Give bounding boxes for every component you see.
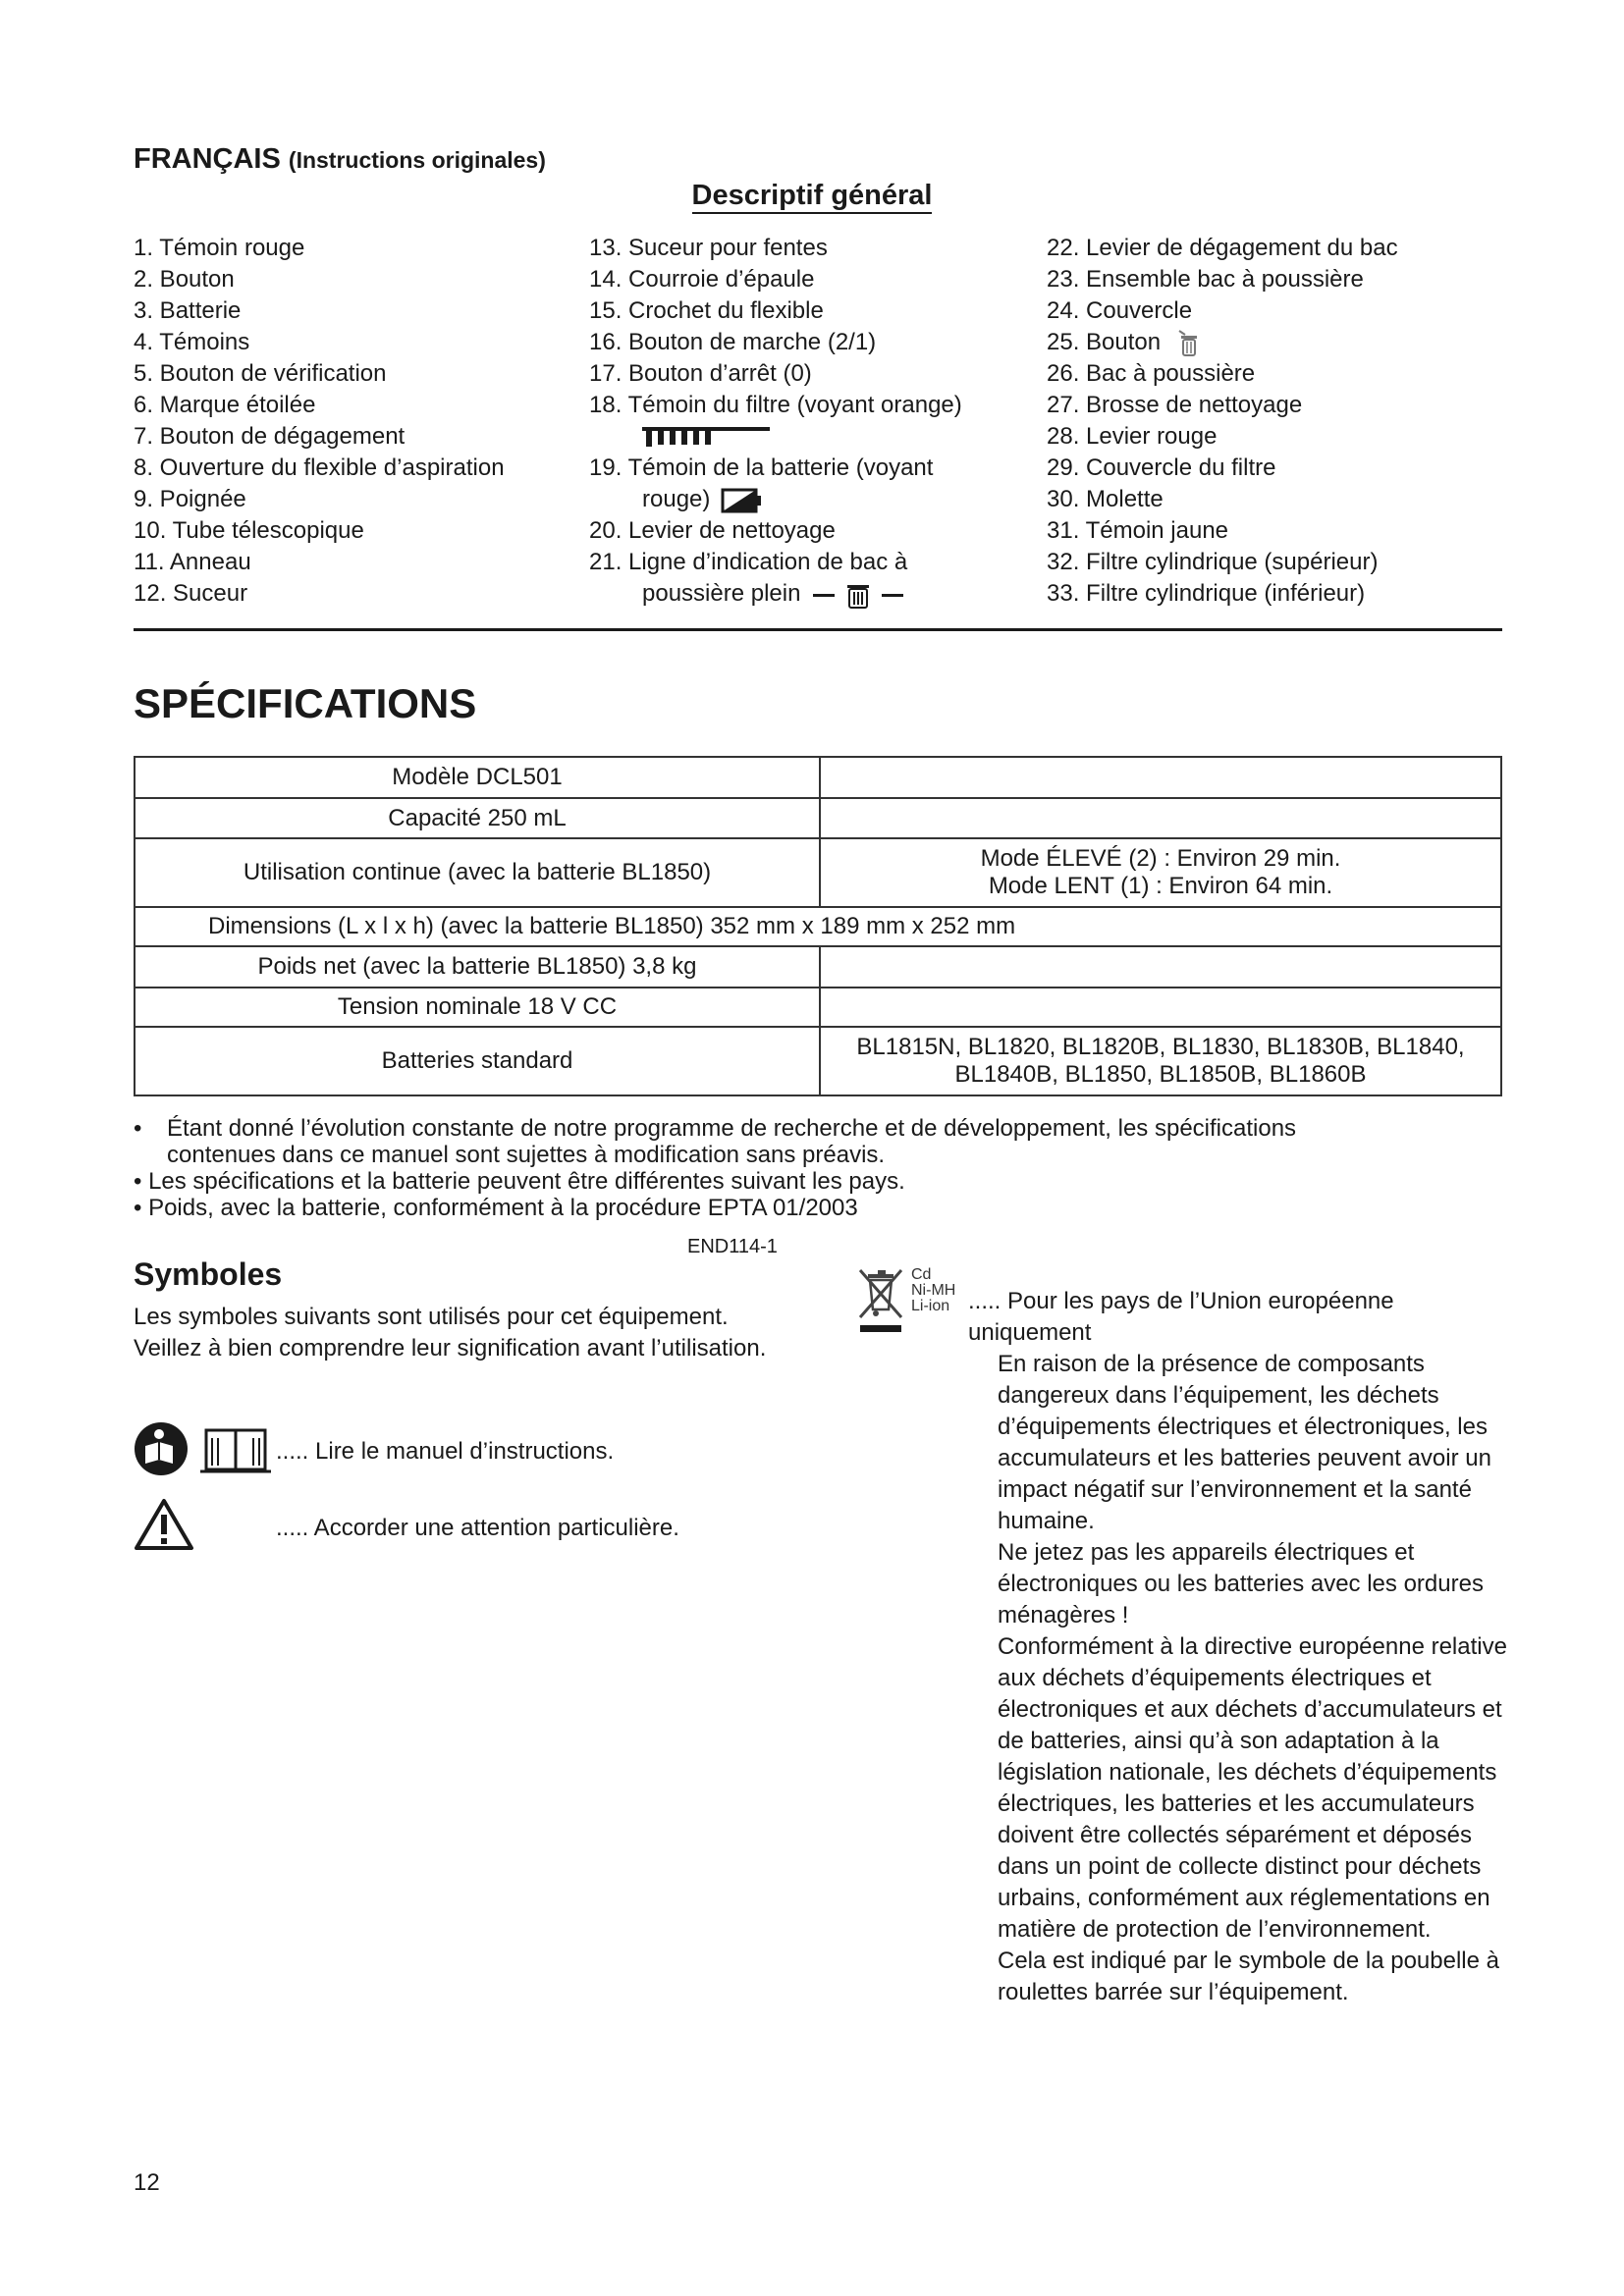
- read-manual-icon: [134, 1420, 271, 1477]
- parts-column-3: [1047, 233, 1398, 610]
- spec-continuous-label: Utilisation continue (avec la batterie BL1850): [135, 838, 820, 907]
- list-item: 7. Bouton de dégagement: [134, 423, 406, 450]
- dust-bin-icon: [1175, 329, 1201, 358]
- crossed-bin-icon: [854, 1266, 909, 1342]
- list-item: 8. Ouverture du flexible d’aspiration: [134, 454, 505, 481]
- list-item: 27. Brosse de nettoyage: [1047, 392, 1303, 418]
- list-item: 2. Bouton: [134, 266, 235, 293]
- list-item: 17. Bouton d’arrêt (0): [589, 360, 812, 387]
- language-heading: [134, 143, 546, 176]
- eu-disposal-text: [968, 1286, 1518, 2008]
- list-item: 10. Tube télescopique: [134, 517, 364, 544]
- spec-model: Modèle DCL501: [135, 757, 820, 798]
- list-item: 11. Anneau: [134, 549, 251, 575]
- spec-weight: Poids net (avec la batterie BL1850) 3,8 kg: [135, 946, 820, 988]
- list-item: 14. Courroie d’épaule: [589, 266, 815, 293]
- list-item: 33. Filtre cylindrique (inférieur): [1047, 580, 1366, 607]
- language-note: (Instructions originales): [288, 147, 546, 173]
- table-row: [135, 1027, 1501, 1095]
- eu-paragraph-3: Conformément à la directive européenne relative aux déchets d’équipements électriques et électroniques et aux déchets d’accumulateurs et de batteries, ainsi qu’à son adaptation à la législation nationale, les déchets d’équipements électriques, les batteries et les accumulateurs doivent être collectés séparément et déposés dans un point de collecte distinct pour déchets urbains, conformément aux réglementations en matière de protection de l’environnement.: [998, 1633, 1507, 1943]
- list-item: 16. Bouton de marche (2/1): [589, 329, 877, 355]
- spec-batteries-label: Batteries standard: [135, 1027, 820, 1095]
- document-code: END114-1: [687, 1236, 778, 1257]
- list-item: 31. Témoin jaune: [1047, 517, 1229, 544]
- spec-notes: [134, 1115, 1296, 1221]
- parts-column-2: [589, 233, 962, 610]
- eu-paragraph-4: Cela est indiqué par le symbole de la poubelle à roulettes barrée sur l’équipement.: [998, 1948, 1499, 2005]
- eu-paragraph-1: En raison de la présence de composants dangereux dans l’équipement, les déchets d’équipements électriques et électroniques, les accumulateurs et les batteries peuvent avoir un impact négatif sur l’environnement et la santé humaine.: [998, 1351, 1491, 1534]
- note-2: • Les spécifications et la batterie peuvent être différentes suivant les pays.: [134, 1168, 905, 1195]
- list-item-continuation: poussière plein: [589, 578, 962, 610]
- spec-voltage: Tension nominale 18 V CC: [135, 988, 820, 1027]
- list-item: 20. Levier de nettoyage: [589, 517, 836, 544]
- list-item: 22. Levier de dégagement du bac: [1047, 235, 1398, 261]
- battery-icon: [721, 487, 762, 514]
- section-divider: [134, 628, 1502, 631]
- list-item: 6. Marque étoilée: [134, 392, 316, 418]
- eu-lead: ..... Pour les pays de l’Union européenne uniquement: [968, 1288, 1394, 1346]
- caution-text: ..... Accorder une attention particulière.: [276, 1515, 679, 1541]
- list-item: 25. Bouton: [1047, 327, 1398, 358]
- parts-column-1: [134, 233, 505, 610]
- spec-capacity: Capacité 250 mL: [135, 798, 820, 838]
- page-number: 12: [134, 2169, 160, 2196]
- filter-indicator-icon: [589, 421, 962, 453]
- table-row: [135, 946, 1501, 988]
- specifications-heading: SPÉCIFICATIONS: [134, 680, 477, 726]
- spec-batteries-value: BL1815N, BL1820, BL1820B, BL1830, BL1830B, BL1840, BL1840B, BL1850, BL1850B, BL1860B: [820, 1027, 1501, 1095]
- list-item: 5. Bouton de vérification: [134, 360, 387, 387]
- list-item: 24. Couvercle: [1047, 297, 1193, 324]
- table-row: [135, 757, 1501, 798]
- symbols-intro: Les symboles suivants sont utilisés pour cet équipement. Veillez à bien comprendre leur signification avant l’utilisation.: [134, 1304, 767, 1362]
- spec-dimensions: Dimensions (L x l x h) (avec la batterie BL1850) 352 mm x 189 mm x 252 mm: [135, 907, 1501, 946]
- table-row: [135, 988, 1501, 1027]
- battery-chemistry-labels: Cd Ni-MH Li-ion: [911, 1266, 956, 1314]
- symbols-heading: Symboles: [134, 1256, 283, 1292]
- list-item: 12. Suceur: [134, 580, 248, 607]
- dust-bin-full-line-icon: [813, 580, 903, 610]
- section-title-descriptif: Descriptif général: [0, 180, 1624, 212]
- list-item: 9. Poignée: [134, 486, 246, 512]
- list-item: 15. Crochet du flexible: [589, 297, 824, 324]
- list-item: 3. Batterie: [134, 297, 242, 324]
- list-item: 1. Témoin rouge: [134, 235, 305, 261]
- list-item: 13. Suceur pour fentes: [589, 235, 828, 261]
- list-item-continuation: rouge): [589, 484, 962, 515]
- list-item: 28. Levier rouge: [1047, 423, 1218, 450]
- table-row: [135, 798, 1501, 838]
- list-item: 32. Filtre cylindrique (supérieur): [1047, 549, 1379, 575]
- list-item: 21. Ligne d’indication de bac à: [589, 549, 908, 575]
- note-3: • Poids, avec la batterie, conformément à la procédure EPTA 01/2003: [134, 1195, 858, 1221]
- list-item: 4. Témoins: [134, 329, 250, 355]
- list-item: 29. Couvercle du filtre: [1047, 454, 1276, 481]
- warning-triangle-icon: [134, 1497, 194, 1552]
- table-row: [135, 907, 1501, 946]
- language-label: FRANÇAIS: [134, 143, 281, 175]
- list-item: 23. Ensemble bac à poussière: [1047, 266, 1364, 293]
- specifications-table: [134, 756, 1502, 1096]
- note-1: • Étant donné l’évolution constante de notre programme de recherche et de développement, les spécifications contenues dans ce manuel sont sujettes à modification sans préavis.: [134, 1115, 1297, 1168]
- spec-continuous-value: Mode ÉLEVÉ (2) : Environ 29 min. Mode LENT (1) : Environ 64 min.: [820, 838, 1501, 907]
- list-item: 18. Témoin du filtre (voyant orange): [589, 392, 962, 418]
- list-item: 30. Molette: [1047, 486, 1164, 512]
- eu-paragraph-2: Ne jetez pas les appareils électriques et électroniques ou les batteries avec les ordures ménagères !: [998, 1539, 1484, 1629]
- list-item: 19. Témoin de la batterie (voyant: [589, 454, 934, 481]
- list-item: 26. Bac à poussière: [1047, 360, 1256, 387]
- read-manual-text: ..... Lire le manuel d’instructions.: [276, 1438, 615, 1465]
- table-row: [135, 838, 1501, 907]
